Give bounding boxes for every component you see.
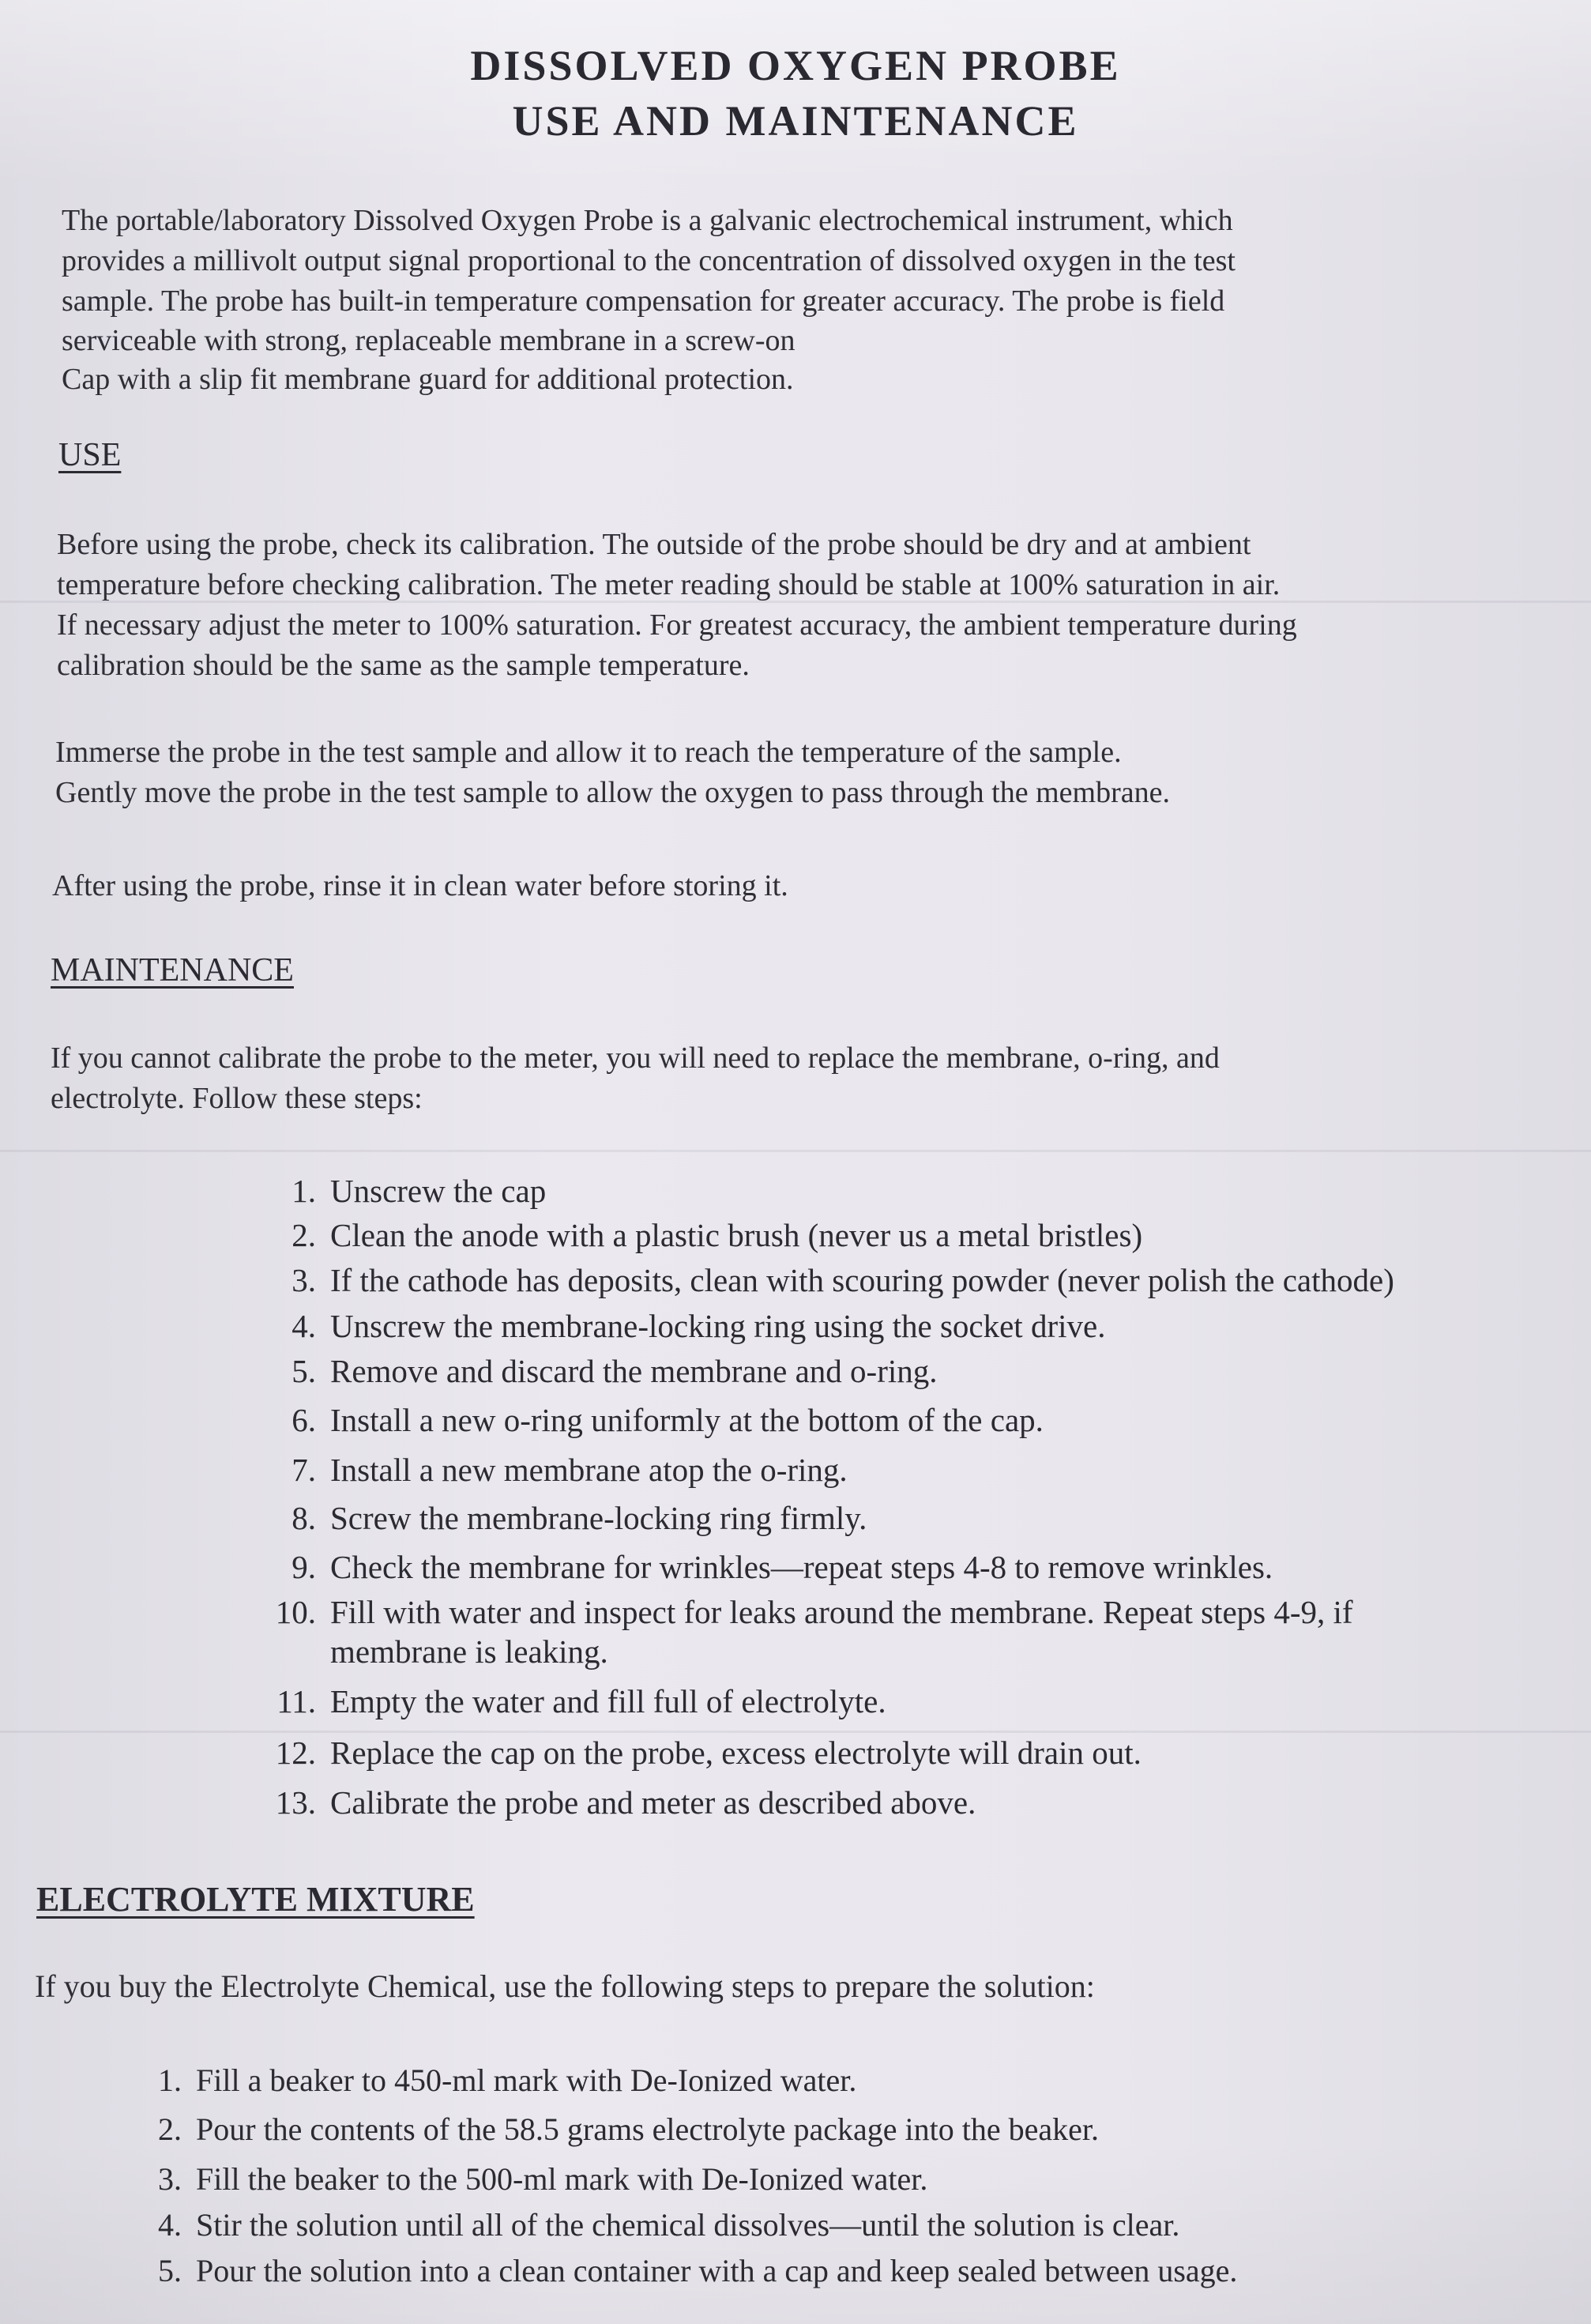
title-line-2: USE AND MAINTENANCE <box>512 97 1079 145</box>
use-line: After using the probe, rinse it in clean water before storing it. <box>52 869 788 902</box>
step-number: 9. <box>291 1549 316 1585</box>
step-text: Unscrew the cap <box>330 1173 547 1209</box>
intro-line: serviceable with strong, replaceable membrane in a screw-on <box>62 324 796 357</box>
step-text: If the cathode has deposits, clean with scouring powder (never polish the cathode) <box>330 1262 1394 1298</box>
electrolyte-intro-line: If you buy the Electrolyte Chemical, use the following steps to prepare the solution: <box>35 1968 1095 2004</box>
step-text: Pour the solution into a clean container with a cap and keep sealed between usage. <box>196 2253 1238 2288</box>
intro-paragraph <box>62 201 1236 400</box>
use-line: Immerse the probe in the test sample and allow it to reach the temperature of the sample. <box>55 736 1122 769</box>
use-paragraph-3 <box>52 866 788 906</box>
step-number: 7. <box>291 1452 316 1488</box>
maintenance-heading: MAINTENANCE <box>51 952 294 989</box>
paper-fold-line <box>0 1150 1591 1152</box>
step-number: 6. <box>291 1402 316 1438</box>
maintenance-intro-line: electrolyte. Follow these steps: <box>51 1082 423 1115</box>
maintenance-intro-line: If you cannot calibrate the probe to the meter, you will need to replace the membrane, o-ring, and <box>51 1041 1220 1075</box>
use-line: Before using the probe, check its calibration. The outside of the probe should be dry and at ambient <box>57 528 1251 561</box>
step-text: Replace the cap on the probe, excess electrolyte will drain out. <box>330 1735 1142 1771</box>
intro-line: sample. The probe has built-in temperature compensation for greater accuracy. The probe is field <box>62 284 1225 318</box>
step-number: 2. <box>291 1217 316 1253</box>
step-text: Fill the beaker to the 500-ml mark with De-Ionized water. <box>196 2161 928 2197</box>
step-text: Fill with water and inspect for leaks around the membrane. Repeat steps 4-9, if membrane is leaking. <box>330 1594 1353 1670</box>
step-text: Pour the contents of the 58.5 grams electrolyte package into the beaker. <box>196 2111 1099 2147</box>
step-text: Stir the solution until all of the chemical dissolves—until the solution is clear. <box>196 2207 1180 2243</box>
intro-line: The portable/laboratory Dissolved Oxygen Probe is a galvanic electrochemical instrument, which <box>62 204 1233 237</box>
step-text: Unscrew the membrane-locking ring using the socket drive. <box>330 1308 1106 1344</box>
use-line: temperature before checking calibration. The meter reading should be stable at 100% saturation in air. <box>57 568 1281 601</box>
step-number: 1. <box>291 1173 316 1209</box>
step-number: 2. <box>158 2111 182 2147</box>
electrolyte-intro <box>35 1966 1095 2006</box>
use-line: calibration should be the same as the sample temperature. <box>57 649 750 682</box>
step-text: Empty the water and fill full of electrolyte. <box>330 1683 886 1719</box>
maintenance-intro <box>51 1038 1220 1119</box>
step-number: 12. <box>275 1735 316 1771</box>
use-paragraph-1 <box>57 525 1297 686</box>
use-line: Gently move the probe in the test sample to allow the oxygen to pass through the membrane. <box>55 776 1170 809</box>
step-number: 1. <box>158 2062 182 2098</box>
use-heading: USE <box>58 437 122 473</box>
step-number: 13. <box>275 1784 316 1821</box>
step-text: Remove and discard the membrane and o-ring. <box>330 1353 938 1389</box>
step-number: 3. <box>158 2161 182 2197</box>
step-text: Check the membrane for wrinkles—repeat steps 4-8 to remove wrinkles. <box>330 1549 1273 1585</box>
step-number: 11. <box>276 1683 316 1719</box>
step-number: 8. <box>291 1500 316 1536</box>
step-number: 3. <box>291 1262 316 1298</box>
use-paragraph-2 <box>55 733 1170 813</box>
step-text: Fill a beaker to 450-ml mark with De-Ionized water. <box>196 2062 857 2098</box>
step-number: 10. <box>275 1594 316 1630</box>
step-text: Install a new membrane atop the o-ring. <box>330 1452 848 1488</box>
use-line: If necessary adjust the meter to 100% saturation. For greatest accuracy, the ambient temperature during <box>57 608 1297 642</box>
step-number: 5. <box>291 1353 316 1389</box>
electrolyte-heading: ELECTROLYTE MIXTURE <box>36 1880 475 1919</box>
title-line-1: DISSOLVED OXYGEN PROBE <box>470 42 1121 89</box>
step-text: Clean the anode with a plastic brush (never us a metal bristles) <box>330 1217 1143 1253</box>
step-number: 4. <box>158 2207 182 2243</box>
step-number: 5. <box>158 2253 182 2288</box>
step-text: Install a new o-ring uniformly at the bottom of the cap. <box>330 1402 1044 1438</box>
intro-line: provides a millivolt output signal proportional to the concentration of dissolved oxygen in the test <box>62 244 1236 277</box>
step-text: Calibrate the probe and meter as described above. <box>330 1784 976 1821</box>
step-number: 4. <box>291 1308 316 1344</box>
step-text: Screw the membrane-locking ring firmly. <box>330 1500 867 1536</box>
intro-line: Cap with a slip fit membrane guard for additional protection. <box>62 363 794 396</box>
